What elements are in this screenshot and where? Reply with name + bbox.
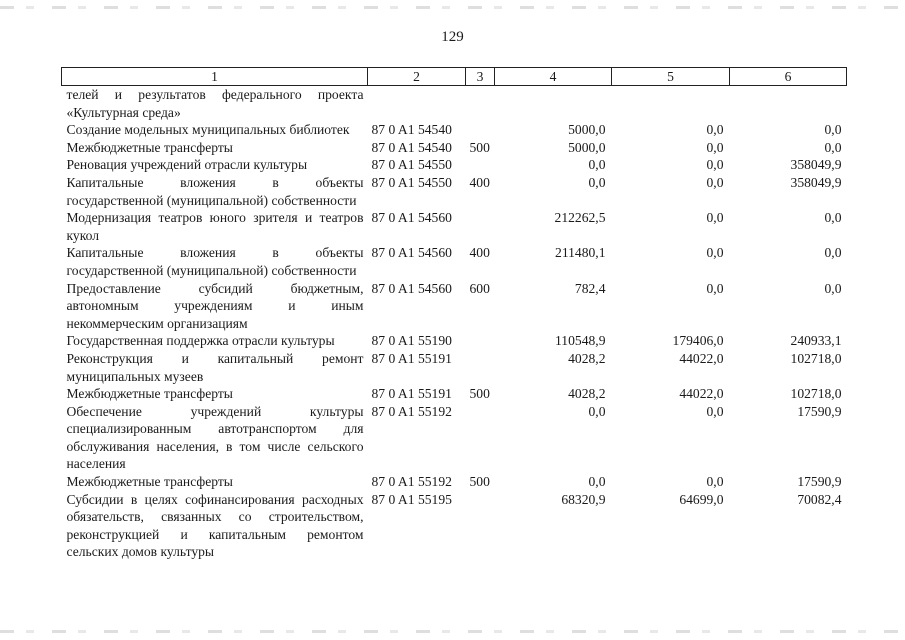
table-row	[62, 209, 847, 244]
row-value-col6: 102718,0	[790, 386, 842, 402]
row-code: 87 0 A1 55191	[371, 386, 452, 402]
table-row	[62, 280, 847, 333]
row-code: 87 0 A1 54550	[371, 174, 452, 190]
row-value-col6: 358049,9	[790, 157, 842, 173]
scan-edge-top	[0, 6, 905, 9]
row-value-col4: 212262,5	[554, 210, 606, 226]
row-value-col6: 102718,0	[790, 350, 842, 366]
row-value-col4: 782,4	[574, 280, 606, 296]
row-value-col5	[612, 86, 730, 122]
row-value-col6: 358049,9	[790, 174, 842, 190]
page-number: 129	[441, 29, 464, 45]
row-code: 87 0 A1 54560	[371, 210, 452, 226]
row-expense-type	[466, 121, 495, 139]
row-value-col4: 0,0	[588, 174, 606, 190]
row-value-col5: 44022,0	[679, 350, 724, 366]
row-value-col4: 5000,0	[568, 122, 606, 138]
row-value-col5: 0,0	[706, 210, 724, 226]
table-row	[62, 350, 847, 385]
row-code: 87 0 A1 55192	[371, 474, 452, 490]
row-name: Капитальные вложения в объекты государственной (муниципальной) собственности	[66, 174, 364, 208]
row-expense-type: 600	[469, 280, 490, 296]
row-code: 87 0 A1 54550	[371, 157, 452, 173]
row-value-col5: 0,0	[706, 139, 724, 155]
column-header: 2	[368, 68, 466, 86]
row-value-col5: 0,0	[706, 245, 724, 261]
scan-edge-bottom	[0, 630, 905, 633]
row-value-col4: 0,0	[588, 403, 606, 419]
row-value-col4: 211480,1	[555, 245, 606, 261]
table-row	[62, 385, 847, 403]
row-expense-type	[466, 491, 495, 561]
row-code: 87 0 A1 55191	[371, 350, 452, 366]
table-header	[62, 68, 847, 86]
row-value-col4: 4028,2	[568, 386, 606, 402]
column-header: 1	[62, 68, 368, 86]
row-name: Капитальные вложения в объекты государственной (муниципальной) собственности	[66, 245, 364, 278]
row-value-col6: 0,0	[824, 139, 842, 155]
row-name: Реновация учреждений отрасли культуры	[66, 157, 308, 173]
table-row	[62, 244, 847, 279]
row-value-col5: 64699,0	[679, 491, 724, 507]
table-row	[62, 473, 847, 491]
table-row	[62, 332, 847, 350]
row-expense-type: 500	[469, 474, 490, 490]
row-name: Создание модельных муниципальных библиотек	[66, 122, 350, 138]
row-name: Межбюджетные трансферты	[66, 386, 233, 402]
row-name: телей и результатов федерального проекта «Культурная среда»	[66, 87, 364, 120]
table-row	[62, 174, 847, 209]
row-expense-type	[466, 86, 495, 122]
row-value-col5: 0,0	[706, 280, 724, 296]
row-value-col4: 68320,9	[561, 491, 606, 507]
row-value-col6: 0,0	[824, 245, 842, 261]
row-value-col5: 0,0	[706, 157, 724, 173]
row-value-col5: 0,0	[706, 174, 724, 190]
row-value-col5: 0,0	[706, 474, 724, 490]
row-value-col6: 240933,1	[790, 333, 842, 349]
row-value-col6: 0,0	[824, 210, 842, 226]
budget-table	[61, 67, 847, 561]
row-value-col6: 0,0	[824, 280, 842, 296]
row-expense-type: 400	[469, 245, 490, 261]
header-row	[62, 68, 847, 86]
row-value-col4: 0,0	[588, 474, 606, 490]
row-value-col4: 110548,9	[555, 333, 606, 349]
row-expense-type: 400	[469, 174, 490, 190]
row-name: Межбюджетные трансферты	[66, 474, 233, 490]
row-name: Модернизация театров юного зрителя и театров кукол	[66, 210, 364, 243]
table-row	[62, 86, 847, 122]
table-body	[62, 86, 847, 562]
row-name: Предоставление субсидий бюджетным, автономным учреждениям и иным некоммерческим организациям	[66, 280, 364, 331]
row-value-col6: 17590,9	[797, 474, 842, 490]
row-code	[368, 86, 466, 122]
row-value-col6	[730, 86, 847, 122]
column-header: 4	[495, 68, 612, 86]
row-expense-type	[466, 209, 495, 244]
row-expense-type: 500	[469, 386, 490, 402]
table-row	[62, 491, 847, 561]
row-value-col5: 0,0	[706, 122, 724, 138]
row-code: 87 0 A1 54560	[371, 280, 452, 296]
row-value-col5: 179406,0	[672, 333, 724, 349]
row-name: Межбюджетные трансферты	[66, 139, 233, 155]
column-header: 6	[730, 68, 847, 86]
row-value-col5: 44022,0	[679, 386, 724, 402]
row-value-col4	[495, 86, 612, 122]
row-expense-type	[466, 403, 495, 473]
row-code: 87 0 A1 54540	[371, 139, 452, 155]
row-value-col6: 17590,9	[797, 403, 842, 419]
row-code: 87 0 A1 54540	[371, 122, 452, 138]
row-value-col4: 0,0	[588, 157, 606, 173]
column-header: 3	[466, 68, 495, 86]
row-code: 87 0 A1 55195	[371, 491, 452, 507]
row-name: Обеспечение учреждений культуры специализированным автотранспортом для обслуживания населения, в том числе сельского населения	[66, 403, 364, 472]
row-expense-type: 500	[469, 139, 490, 155]
row-value-col4: 4028,2	[568, 350, 606, 366]
table-row	[62, 403, 847, 473]
row-name: Реконструкция и капитальный ремонт муниципальных музеев	[66, 350, 364, 384]
row-value-col4: 5000,0	[568, 139, 606, 155]
row-value-col6: 0,0	[824, 122, 842, 138]
row-code: 87 0 A1 55192	[371, 403, 452, 419]
row-code: 87 0 A1 55190	[371, 333, 452, 349]
row-expense-type	[466, 332, 495, 350]
table-row	[62, 156, 847, 174]
row-value-col6: 70082,4	[797, 491, 842, 507]
row-name: Государственная поддержка отрасли культуры	[66, 333, 335, 349]
row-name: Субсидии в целях софинансирования расходных обязательств, связанных со строительством, реконструкцией и капитальным ремонтом сельских домов культуры	[66, 491, 364, 560]
table-row	[62, 139, 847, 157]
row-value-col5: 0,0	[706, 403, 724, 419]
table-row	[62, 121, 847, 139]
row-expense-type	[466, 350, 495, 385]
row-code: 87 0 A1 54560	[371, 245, 452, 261]
column-header: 5	[612, 68, 730, 86]
row-expense-type	[466, 156, 495, 174]
